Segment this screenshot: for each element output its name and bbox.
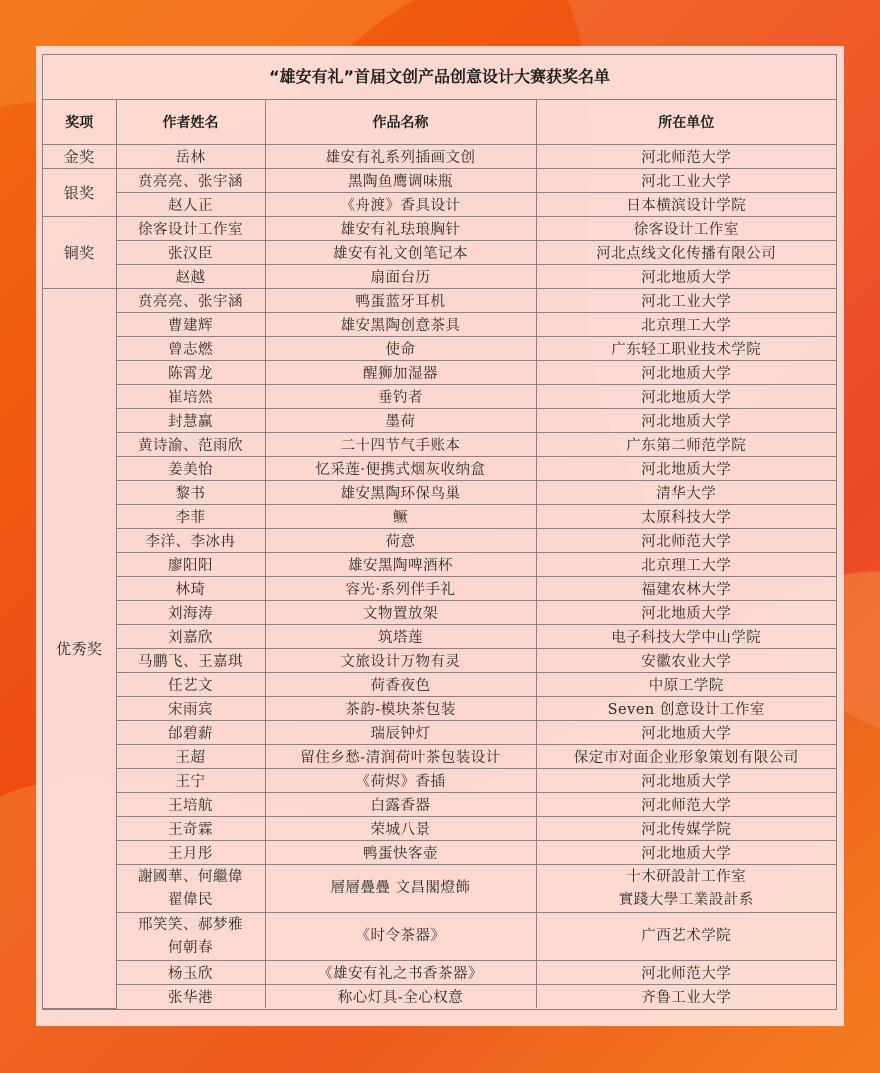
author-cell <box>116 625 265 649</box>
work-cell <box>265 289 536 313</box>
work-text: 荷香夜色 <box>370 678 431 694</box>
author-text: 封慧赢 <box>168 414 213 430</box>
org-cell <box>536 505 836 529</box>
table-row <box>43 553 836 577</box>
author-cell <box>116 577 265 601</box>
author-cell <box>116 433 265 457</box>
author-text: 岳林 <box>175 150 206 166</box>
table-row <box>43 481 836 505</box>
table-header-row <box>43 100 836 145</box>
award-table-frame <box>42 54 837 1010</box>
author-cell <box>116 385 265 409</box>
award-table <box>43 100 836 1009</box>
table-row <box>43 265 836 289</box>
author-text: 崔培然 <box>168 390 213 406</box>
work-text: 鸭蛋蓝牙耳机 <box>355 294 446 310</box>
work-text: 雄安黑陶啤酒杯 <box>348 558 453 574</box>
org-text: 河北地质大学 <box>641 390 732 406</box>
org-cell <box>536 193 836 217</box>
author-cell <box>116 289 265 313</box>
org-text: 广西艺术学院 <box>641 928 732 944</box>
work-text: 雄安有礼系列插画文创 <box>325 150 476 166</box>
author-text: 刘海涛 <box>168 606 213 622</box>
org-text: 河北地质大学 <box>641 606 732 622</box>
table-row <box>43 337 836 361</box>
work-cell <box>265 457 536 481</box>
author-text: 赵越 <box>175 270 206 286</box>
table-row <box>43 961 836 985</box>
author-cell <box>116 865 265 913</box>
author-cell <box>116 313 265 337</box>
work-text: 《雄安有礼之书香茶器》 <box>318 966 483 982</box>
table-row <box>43 721 836 745</box>
table-row <box>43 841 836 865</box>
org-text: 齐鲁工业大学 <box>641 990 732 1006</box>
author-text: 赵人正 <box>168 198 213 214</box>
author-text: 贲亮亮、张宇涵 <box>138 294 243 310</box>
author-cell <box>116 457 265 481</box>
author-cell <box>116 265 265 289</box>
author-text: 黄诗渝、范雨欣 <box>138 438 243 454</box>
work-text: 荷意 <box>385 534 416 550</box>
author-text: 贲亮亮、张宇涵 <box>138 174 243 190</box>
author-cell <box>116 697 265 721</box>
org-text: 十木研設計工作室 <box>626 868 747 885</box>
author-cell <box>116 769 265 793</box>
author-cell <box>116 169 265 193</box>
work-cell <box>265 601 536 625</box>
work-text: 称心灯具-全心权意 <box>337 990 464 1006</box>
work-text: 《荷烬》香插 <box>355 774 446 790</box>
author-text: 王奇霖 <box>168 822 213 838</box>
table-row <box>43 577 836 601</box>
table-row <box>43 409 836 433</box>
table-row <box>43 697 836 721</box>
table-row <box>43 457 836 481</box>
work-cell <box>265 913 536 961</box>
work-cell <box>265 385 536 409</box>
work-cell <box>265 793 536 817</box>
work-text: 《舟渡》香具设计 <box>340 198 461 214</box>
work-text: 筑塔莲 <box>378 630 423 646</box>
author-cell <box>116 529 265 553</box>
table-row <box>43 913 836 961</box>
org-cell <box>536 481 836 505</box>
work-cell <box>265 769 536 793</box>
work-cell <box>265 865 536 913</box>
org-text: 徐客设计工作室 <box>633 222 739 238</box>
table-row <box>43 745 836 769</box>
org-text: 日本横滨设计学院 <box>626 198 747 214</box>
award-list-panel <box>36 46 844 1026</box>
author-text: 陈霄龙 <box>168 366 213 382</box>
work-cell <box>265 169 536 193</box>
org-text: 河北工业大学 <box>641 294 732 310</box>
org-text: 河北地质大学 <box>641 846 732 862</box>
work-text: 茶韵-模块茶包装 <box>345 702 456 718</box>
author-cell <box>116 553 265 577</box>
author-cell <box>116 145 265 169</box>
author-cell <box>116 505 265 529</box>
org-text: 清华大学 <box>656 486 717 502</box>
author-cell <box>116 985 265 1009</box>
org-cell <box>536 361 836 385</box>
author-text: 马鹏飞、王嘉琪 <box>138 654 243 670</box>
work-text: 雄安有礼文创笔记本 <box>333 246 468 262</box>
org-cell <box>536 337 836 361</box>
author-text: 林琦 <box>175 582 206 598</box>
org-cell <box>536 289 836 313</box>
work-cell <box>265 481 536 505</box>
table-row <box>43 505 836 529</box>
table-row <box>43 649 836 673</box>
header-work: 作品名称 <box>265 100 536 145</box>
table-row <box>43 529 836 553</box>
org-text: 福建农林大学 <box>641 582 732 598</box>
work-text: 雄安有礼珐琅胸针 <box>340 222 461 238</box>
table-row <box>43 769 836 793</box>
work-text: 容光·系列伴手礼 <box>345 582 456 598</box>
work-cell <box>265 553 536 577</box>
author-cell <box>116 721 265 745</box>
org-text: 河北师范大学 <box>641 150 732 166</box>
work-cell <box>265 265 536 289</box>
org-cell <box>536 601 836 625</box>
org-cell <box>536 313 836 337</box>
author-text: 任艺文 <box>168 678 213 694</box>
author-text: 王超 <box>175 750 206 766</box>
author-text: 李洋、李冰冉 <box>145 534 236 550</box>
work-text: 瑞辰钟灯 <box>370 726 431 742</box>
award-level-cell: 金奖 <box>43 145 116 169</box>
author-cell <box>116 745 265 769</box>
work-cell <box>265 673 536 697</box>
work-text: 醒狮加湿器 <box>363 366 438 382</box>
author-text: 王月彤 <box>168 846 213 862</box>
org-cell <box>536 625 836 649</box>
author-cell <box>116 241 265 265</box>
author-cell <box>116 409 265 433</box>
org-text: 安徽农业大学 <box>641 654 732 670</box>
work-text: 鸭蛋快客壶 <box>363 846 438 862</box>
table-row <box>43 145 836 169</box>
table-row <box>43 793 836 817</box>
org-cell <box>536 409 836 433</box>
work-cell <box>265 241 536 265</box>
work-text: 墨荷 <box>385 414 416 430</box>
work-cell <box>265 625 536 649</box>
org-cell <box>536 841 836 865</box>
work-cell <box>265 841 536 865</box>
org-text: 河北地质大学 <box>641 366 732 382</box>
org-text: 河北地质大学 <box>641 462 732 478</box>
author-text: 刘嘉欣 <box>168 630 213 646</box>
table-row <box>43 385 836 409</box>
work-text: 使命 <box>385 342 416 358</box>
org-text: 河北师范大学 <box>641 534 732 550</box>
author-cell <box>116 649 265 673</box>
work-text: 黑陶鱼鹰调味瓶 <box>348 174 453 190</box>
work-text: 雄安黑陶环保鸟巢 <box>340 486 461 502</box>
table-row <box>43 289 836 313</box>
work-cell <box>265 217 536 241</box>
org-cell <box>536 529 836 553</box>
org-text: 中原工学院 <box>648 678 724 694</box>
work-text: 留住乡愁-清润荷叶茶包装设计 <box>300 750 501 766</box>
org-cell <box>536 697 836 721</box>
page-title: “雄安有礼”首届文创产品创意设计大赛获奖名单 <box>43 55 836 100</box>
org-text: 河北点线文化传播有限公司 <box>596 246 777 262</box>
author-text: 曾志燃 <box>168 342 213 358</box>
work-text: 文物置放架 <box>363 606 438 622</box>
author-cell <box>116 817 265 841</box>
org-text: 保定市对面企业形象策划有限公司 <box>573 750 799 766</box>
author-cell <box>116 673 265 697</box>
work-text: 鳜 <box>393 510 408 526</box>
org-cell <box>536 793 836 817</box>
award-level-cell: 铜奖 <box>43 217 116 289</box>
author-text: 謝國華、何繼偉 <box>138 868 243 885</box>
work-cell <box>265 361 536 385</box>
org-cell <box>536 769 836 793</box>
table-row <box>43 193 836 217</box>
org-text: 北京理工大学 <box>641 318 732 334</box>
org-cell <box>536 553 836 577</box>
org-text: 河北工业大学 <box>641 174 732 190</box>
org-cell <box>536 961 836 985</box>
work-cell <box>265 337 536 361</box>
org-cell <box>536 985 836 1009</box>
org-cell <box>536 433 836 457</box>
table-row <box>43 169 836 193</box>
work-text: 雄安黑陶创意茶具 <box>340 318 461 334</box>
table-row <box>43 361 836 385</box>
org-cell <box>536 649 836 673</box>
header-org: 所在单位 <box>536 100 836 145</box>
author-text: 邢笑笑、郝梦雅 <box>138 916 243 933</box>
table-row <box>43 217 836 241</box>
table-row <box>43 817 836 841</box>
author-text-line2: 何朝春 <box>168 939 213 956</box>
author-cell <box>116 841 265 865</box>
work-cell <box>265 529 536 553</box>
work-cell <box>265 433 536 457</box>
org-text: 北京理工大学 <box>641 558 732 574</box>
org-cell <box>536 721 836 745</box>
author-cell <box>116 193 265 217</box>
author-text: 邰碧薪 <box>168 726 213 742</box>
org-text: 电子科技大学中山学院 <box>611 630 762 646</box>
org-cell <box>536 673 836 697</box>
work-cell <box>265 577 536 601</box>
work-text: 文旅设计万物有灵 <box>340 654 461 670</box>
author-text: 张华港 <box>168 990 213 1006</box>
work-text: 白露香器 <box>370 798 431 814</box>
org-text: 河北地质大学 <box>641 726 732 742</box>
org-cell <box>536 241 836 265</box>
org-cell <box>536 457 836 481</box>
header-award: 奖项 <box>43 100 116 145</box>
table-row <box>43 433 836 457</box>
work-cell <box>265 697 536 721</box>
author-cell <box>116 961 265 985</box>
org-text: 广东第二师范学院 <box>626 438 747 454</box>
org-cell <box>536 817 836 841</box>
header-author: 作者姓名 <box>116 100 265 145</box>
award-level-cell: 银奖 <box>43 169 116 217</box>
org-cell <box>536 169 836 193</box>
author-text: 王宁 <box>175 774 206 790</box>
award-level-cell: 优秀奖 <box>43 289 116 1009</box>
author-text-line2: 翟偉民 <box>168 891 213 908</box>
work-cell <box>265 721 536 745</box>
work-cell <box>265 505 536 529</box>
author-text: 徐客设计工作室 <box>138 222 243 238</box>
author-text: 黎书 <box>175 486 206 502</box>
org-cell <box>536 145 836 169</box>
org-cell <box>536 217 836 241</box>
author-text: 王培航 <box>168 798 213 814</box>
work-cell <box>265 313 536 337</box>
org-cell <box>536 865 836 913</box>
org-text: 广东轻工职业技术学院 <box>611 342 762 358</box>
author-cell <box>116 601 265 625</box>
author-cell <box>116 913 265 961</box>
author-cell <box>116 481 265 505</box>
work-cell <box>265 145 536 169</box>
work-text: 層層疊疊 文昌閣燈飾 <box>330 880 471 896</box>
table-row <box>43 601 836 625</box>
org-cell <box>536 913 836 961</box>
author-cell <box>116 217 265 241</box>
work-text: 荣城八景 <box>370 822 431 838</box>
work-text: 扇面台历 <box>370 270 431 286</box>
org-text: 河北地质大学 <box>641 414 732 430</box>
work-cell <box>265 985 536 1009</box>
org-text: 河北传媒学院 <box>641 822 732 838</box>
work-cell <box>265 649 536 673</box>
award-table-body <box>43 145 836 1009</box>
org-text: 河北师范大学 <box>641 966 732 982</box>
org-text: 河北师范大学 <box>641 798 732 814</box>
author-text: 张汉臣 <box>168 246 213 262</box>
work-cell <box>265 193 536 217</box>
author-text: 姜美怡 <box>168 462 213 478</box>
work-text: 《时令茶器》 <box>355 928 446 944</box>
org-cell <box>536 745 836 769</box>
table-row <box>43 985 836 1009</box>
work-cell <box>265 745 536 769</box>
org-text: 太原科技大学 <box>641 510 732 526</box>
work-text: 二十四节气手账本 <box>340 438 461 454</box>
work-cell <box>265 817 536 841</box>
org-text-line2: 實踐大學工業設計系 <box>618 891 754 908</box>
author-text: 廖阳阳 <box>168 558 213 574</box>
work-text: 忆采莲·便携式烟灰收纳盒 <box>315 462 486 478</box>
author-text: 杨玉欣 <box>168 966 213 982</box>
org-cell <box>536 385 836 409</box>
author-cell <box>116 793 265 817</box>
org-text: 河北地质大学 <box>641 270 732 286</box>
author-text: 李菲 <box>175 510 206 526</box>
org-text: Seven 创意设计工作室 <box>607 702 765 718</box>
author-cell <box>116 361 265 385</box>
work-cell <box>265 409 536 433</box>
work-text: 垂钓者 <box>378 390 423 406</box>
work-cell <box>265 961 536 985</box>
org-text: 河北地质大学 <box>641 774 732 790</box>
org-cell <box>536 577 836 601</box>
author-text: 曹建辉 <box>168 318 213 334</box>
table-row <box>43 241 836 265</box>
table-row <box>43 313 836 337</box>
table-row <box>43 865 836 913</box>
org-cell <box>536 265 836 289</box>
table-row <box>43 625 836 649</box>
table-row <box>43 673 836 697</box>
author-cell <box>116 337 265 361</box>
author-text: 宋雨宾 <box>168 702 213 718</box>
